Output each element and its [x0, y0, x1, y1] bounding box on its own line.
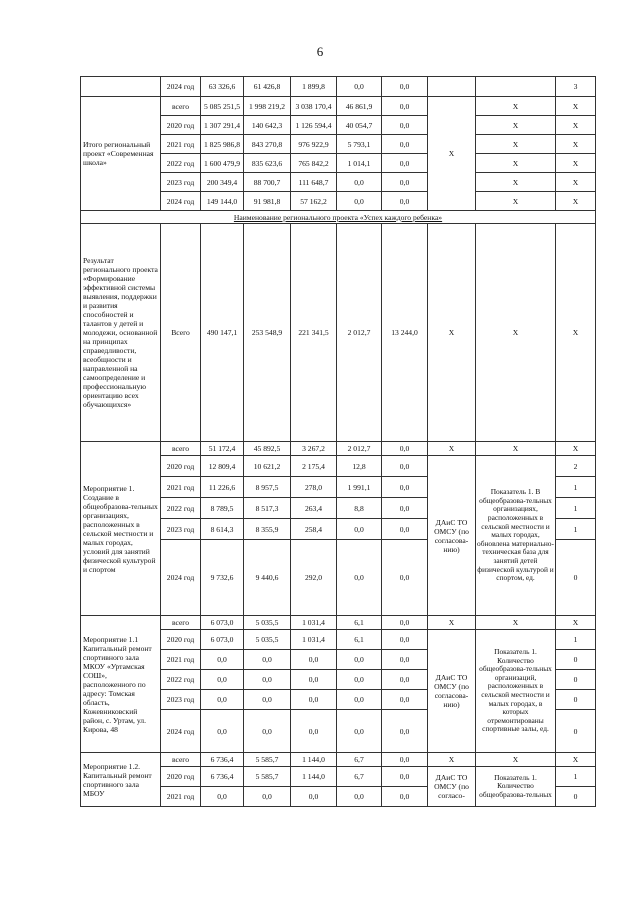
value-cell: X — [556, 753, 596, 767]
value-cell: 1 — [556, 477, 596, 498]
amount-cell: 0,0 — [244, 710, 291, 753]
amount-cell: 0,0 — [382, 116, 428, 135]
amount-cell: 0,0 — [201, 670, 244, 690]
amount-cell: 5 585,7 — [244, 753, 291, 767]
table-body — [81, 77, 596, 807]
indicator-cell: X — [476, 753, 556, 767]
amount-cell: 0,0 — [382, 670, 428, 690]
amount-cell: 6,7 — [337, 767, 382, 787]
year-cell: всего — [161, 97, 201, 116]
amount-cell: 1 998 219,2 — [244, 97, 291, 116]
value-cell: X — [556, 442, 596, 456]
executor-cell: X — [428, 616, 476, 630]
amount-cell: 0,0 — [201, 650, 244, 670]
measure-name-cell: Мероприятие 1. Создание в общеобразова-тельных организациях, расположенных в сельской местности и малых городах, условий для занятий физической культурой и спортом — [81, 442, 161, 616]
amount-cell: 0,0 — [244, 690, 291, 710]
value-cell: X — [556, 192, 596, 211]
amount-cell: 1 825 986,8 — [201, 135, 244, 154]
year-cell: 2020 год — [161, 116, 201, 135]
value-cell: 1 — [556, 767, 596, 787]
amount-cell: 63 326,6 — [201, 77, 244, 97]
amount-cell: 0,0 — [337, 173, 382, 192]
year-cell: 2020 год — [161, 456, 201, 477]
year-cell: 2022 год — [161, 670, 201, 690]
amount-cell: 6 073,0 — [201, 616, 244, 630]
amount-cell: 490 147,1 — [201, 224, 244, 442]
indicator-cell: X — [476, 135, 556, 154]
amount-cell: 6 736,4 — [201, 767, 244, 787]
amount-cell: 0,0 — [382, 710, 428, 753]
value-cell: 1 — [556, 630, 596, 650]
amount-cell: 8 614,3 — [201, 519, 244, 540]
amount-cell: 91 981,8 — [244, 192, 291, 211]
table-row — [81, 97, 596, 116]
amount-cell: 0,0 — [291, 787, 337, 807]
amount-cell: 5 793,1 — [337, 135, 382, 154]
amount-cell: 8 789,5 — [201, 498, 244, 519]
amount-cell: 0,0 — [244, 787, 291, 807]
value-cell: 2 — [556, 456, 596, 477]
value-cell: 0 — [556, 650, 596, 670]
amount-cell: 0,0 — [382, 519, 428, 540]
table-row — [81, 224, 596, 442]
measure-name-cell: Мероприятие 1.2. Капитальный ремонт спортивного зала МБОУ — [81, 753, 161, 807]
amount-cell: 0,0 — [382, 477, 428, 498]
amount-cell: 13 244,0 — [382, 224, 428, 442]
amount-cell: 88 700,7 — [244, 173, 291, 192]
amount-cell: 0,0 — [382, 97, 428, 116]
amount-cell: 0,0 — [382, 498, 428, 519]
amount-cell: 1 600 479,9 — [201, 154, 244, 173]
value-cell: 3 — [556, 77, 596, 97]
value-cell: X — [556, 224, 596, 442]
amount-cell: 0,0 — [382, 135, 428, 154]
amount-cell: 0,0 — [337, 650, 382, 670]
amount-cell: 6 736,4 — [201, 753, 244, 767]
amount-cell: 51 172,4 — [201, 442, 244, 456]
value-cell: X — [556, 173, 596, 192]
executor-cell: X — [428, 224, 476, 442]
year-cell: всего — [161, 442, 201, 456]
amount-cell: 12,8 — [337, 456, 382, 477]
indicator-cell: Показатель 1. Количество общеобразова-тельных — [476, 767, 556, 807]
indicator-cell: X — [476, 442, 556, 456]
amount-cell: 0,0 — [337, 787, 382, 807]
amount-cell: 765 842,2 — [291, 154, 337, 173]
amount-cell: 0,0 — [201, 787, 244, 807]
indicator-cell: X — [476, 173, 556, 192]
measure-name-cell: Мероприятие 1.1 Капитальный ремонт спортивного зала МКОУ «Уртамская СОШ», расположенного по адресу: Томская область, Кожевниковский район, с. Уртам, ул. Кирова, 48 — [81, 616, 161, 753]
year-cell: 2021 год — [161, 650, 201, 670]
amount-cell: 3 267,2 — [291, 442, 337, 456]
amount-cell: 0,0 — [291, 670, 337, 690]
amount-cell: 40 054,7 — [337, 116, 382, 135]
amount-cell: 0,0 — [382, 630, 428, 650]
amount-cell: 3 038 170,4 — [291, 97, 337, 116]
amount-cell: 253 548,9 — [244, 224, 291, 442]
amount-cell: 200 349,4 — [201, 173, 244, 192]
amount-cell: 2 012,7 — [337, 224, 382, 442]
year-cell: 2022 год — [161, 498, 201, 519]
page-number: 6 — [316, 44, 324, 59]
amount-cell: 61 426,8 — [244, 77, 291, 97]
amount-cell: 0,0 — [291, 690, 337, 710]
amount-cell: 2 012,7 — [337, 442, 382, 456]
amount-cell: 1 031,4 — [291, 616, 337, 630]
indicator-cell: X — [476, 154, 556, 173]
amount-cell: 5 035,5 — [244, 616, 291, 630]
amount-cell: 292,0 — [291, 540, 337, 616]
amount-cell: 10 621,2 — [244, 456, 291, 477]
executor-cell: ДАиС ТО ОМСУ (по согласо- — [428, 767, 476, 807]
executor-cell — [428, 77, 476, 97]
amount-cell: 278,0 — [291, 477, 337, 498]
amount-cell: 8 957,5 — [244, 477, 291, 498]
amount-cell: 0,0 — [337, 77, 382, 97]
value-cell: X — [556, 616, 596, 630]
value-cell: 0 — [556, 690, 596, 710]
amount-cell: 57 162,2 — [291, 192, 337, 211]
indicator-cell: X — [476, 616, 556, 630]
amount-cell: 140 642,3 — [244, 116, 291, 135]
amount-cell: 0,0 — [201, 690, 244, 710]
amount-cell: 0,0 — [244, 650, 291, 670]
amount-cell: 0,0 — [337, 710, 382, 753]
table-row — [81, 77, 596, 97]
year-cell: 2023 год — [161, 173, 201, 192]
amount-cell: 5 035,5 — [244, 630, 291, 650]
amount-cell: 12 809,4 — [201, 456, 244, 477]
amount-cell: 0,0 — [337, 540, 382, 616]
amount-cell: 0,0 — [382, 192, 428, 211]
amount-cell: 976 922,9 — [291, 135, 337, 154]
amount-cell: 258,4 — [291, 519, 337, 540]
indicator-cell — [476, 77, 556, 97]
value-cell: 1 — [556, 519, 596, 540]
amount-cell: 8,8 — [337, 498, 382, 519]
indicator-cell: X — [476, 116, 556, 135]
amount-cell: 835 623,6 — [244, 154, 291, 173]
year-cell: 2024 год — [161, 192, 201, 211]
year-cell: 2022 год — [161, 154, 201, 173]
executor-cell: X — [428, 442, 476, 456]
amount-cell: 0,0 — [201, 710, 244, 753]
amount-cell: 1 144,0 — [291, 767, 337, 787]
amount-cell: 1 307 291,4 — [201, 116, 244, 135]
year-cell: 2021 год — [161, 787, 201, 807]
name-cell — [81, 77, 161, 97]
year-cell: всего — [161, 616, 201, 630]
amount-cell: 5 085 251,5 — [201, 97, 244, 116]
amount-cell: 0,0 — [244, 670, 291, 690]
amount-cell: 1 014,1 — [337, 154, 382, 173]
amount-cell: 5 585,7 — [244, 767, 291, 787]
amount-cell: 843 270,8 — [244, 135, 291, 154]
amount-cell: 0,0 — [382, 753, 428, 767]
indicator-cell: X — [476, 97, 556, 116]
amount-cell: 0,0 — [382, 787, 428, 807]
amount-cell: 0,0 — [337, 192, 382, 211]
table-row — [81, 211, 596, 224]
year-cell: всего — [161, 753, 201, 767]
amount-cell: 1 031,4 — [291, 630, 337, 650]
year-cell: 2023 год — [161, 519, 201, 540]
amount-cell: 11 226,6 — [201, 477, 244, 498]
amount-cell: 6,1 — [337, 616, 382, 630]
value-cell: 1 — [556, 498, 596, 519]
total-name-cell: Итого региональный проект «Современная школа» — [81, 97, 161, 211]
executor-cell: ДАиС ТО ОМСУ (по согласова-нию) — [428, 630, 476, 753]
executor-cell: X — [428, 753, 476, 767]
value-cell: 0 — [556, 710, 596, 753]
amount-cell: 46 861,9 — [337, 97, 382, 116]
amount-cell: 0,0 — [337, 519, 382, 540]
amount-cell: 0,0 — [337, 670, 382, 690]
year-cell: 2021 год — [161, 135, 201, 154]
amount-cell: 45 892,5 — [244, 442, 291, 456]
year-cell: 2020 год — [161, 630, 201, 650]
executor-cell: ДАиС ТО ОМСУ (по согласова-нию) — [428, 456, 476, 616]
amount-cell: 1 899,8 — [291, 77, 337, 97]
amount-cell: 221 341,5 — [291, 224, 337, 442]
year-cell: 2020 год — [161, 767, 201, 787]
year-cell: 2024 год — [161, 540, 201, 616]
program-table — [80, 76, 596, 807]
indicator-cell: X — [476, 224, 556, 442]
amount-cell: 0,0 — [382, 767, 428, 787]
table-row — [81, 442, 596, 456]
amount-cell: 1 991,1 — [337, 477, 382, 498]
value-cell: 0 — [556, 787, 596, 807]
indicator-cell: X — [476, 192, 556, 211]
section-title: Наименование регионального проекта «Успех каждого ребенка» — [81, 211, 596, 224]
amount-cell: 0,0 — [382, 173, 428, 192]
value-cell: X — [556, 116, 596, 135]
amount-cell: 0,0 — [291, 650, 337, 670]
indicator-cell: Показатель 1. В общеобразова-тельных организациях, расположенных в сельской местности и малых городах, обновлена материально-техническая база для занятий детей физической культурой и спортом, ед. — [476, 456, 556, 616]
amount-cell: 6,1 — [337, 630, 382, 650]
amount-cell: 0,0 — [382, 154, 428, 173]
amount-cell: 1 126 594,4 — [291, 116, 337, 135]
value-cell: 0 — [556, 670, 596, 690]
amount-cell: 1 144,0 — [291, 753, 337, 767]
amount-cell: 6,7 — [337, 753, 382, 767]
value-cell: X — [556, 135, 596, 154]
result-name-cell: Результат регионального проекта «Формирование эффективной системы выявления, поддержки и развития способностей и талантов у детей и молодежи, основанной на принципах справедливости, всеобщности и направленной на самоопределение и профессиональную ориентацию всех обучающихся» — [81, 224, 161, 442]
amount-cell: 9 732,6 — [201, 540, 244, 616]
amount-cell: 0,0 — [382, 442, 428, 456]
amount-cell: 9 440,6 — [244, 540, 291, 616]
amount-cell: 149 144,0 — [201, 192, 244, 211]
year-cell: 2021 год — [161, 477, 201, 498]
amount-cell: 8 517,3 — [244, 498, 291, 519]
amount-cell: 0,0 — [382, 690, 428, 710]
indicator-cell: Показатель 1. Количество общеобразова-тельных организаций, расположенных в сельской местности и малых городах, в которых отремонтированы спортивные залы, ед. — [476, 630, 556, 753]
year-cell: 2023 год — [161, 690, 201, 710]
amount-cell: 0,0 — [382, 650, 428, 670]
amount-cell: 0,0 — [382, 77, 428, 97]
amount-cell: 0,0 — [382, 456, 428, 477]
amount-cell: 6 073,0 — [201, 630, 244, 650]
year-cell: 2024 год — [161, 710, 201, 753]
amount-cell: 263,4 — [291, 498, 337, 519]
amount-cell: 0,0 — [382, 540, 428, 616]
table-row — [81, 753, 596, 767]
amount-cell: 0,0 — [337, 690, 382, 710]
executor-cell: X — [428, 97, 476, 211]
value-cell: X — [556, 154, 596, 173]
year-cell: Всего — [161, 224, 201, 442]
amount-cell: 0,0 — [291, 710, 337, 753]
amount-cell: 0,0 — [382, 616, 428, 630]
value-cell: 0 — [556, 540, 596, 616]
amount-cell: 8 355,9 — [244, 519, 291, 540]
year-cell: 2024 год — [161, 77, 201, 97]
amount-cell: 111 648,7 — [291, 173, 337, 192]
table-row — [81, 616, 596, 630]
value-cell: X — [556, 97, 596, 116]
amount-cell: 2 175,4 — [291, 456, 337, 477]
